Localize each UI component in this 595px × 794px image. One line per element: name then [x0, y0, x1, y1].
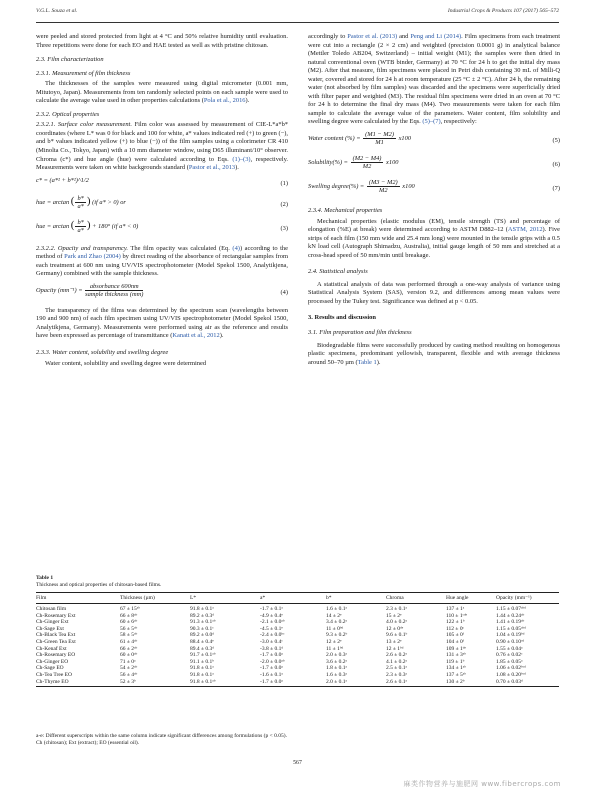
table-row	[36, 672, 559, 679]
equation-4: Opacity (mm⁻¹) = $\frac{\text{absorbance 600nm}}{\text{sample thickness (mm)}}$ (4)	[36, 282, 288, 298]
section-heading-3: 3. Results and discussion	[308, 314, 376, 322]
table-cell: 1.08 ± 0.20ᵇᶜᵈ	[496, 671, 526, 678]
table-cell: 4.1 ± 0.2ᵃ	[386, 658, 408, 665]
equation-3: hue = arctan ( $\frac{b*}{a*}$ ) + 180° (if a* < 0) (3)	[36, 218, 288, 234]
section-heading-2-3: 2.3. Film characterization	[36, 56, 104, 64]
table-header-cell: a*	[260, 593, 326, 604]
paragraph-transparency: The transparency of the films was determined by the spectrum scan (wavelengths between 190 and 900 nm) of each film specimen using UV/VIS spectrophotometer (Model Spekol 1500, Analytikjena, Germany). Measurements were performed using air as the reference and results have been expressed as percentage of transmittance (Kanatt et al., 2012).	[36, 306, 288, 340]
equation-number: (1)	[280, 179, 288, 187]
table-cell: 13 ± 2ᵉ	[386, 638, 402, 645]
table-cell: 89.2 ± 0.3ᵈ	[190, 612, 214, 619]
table-header-cell: L*	[190, 593, 260, 604]
table-header-cell: Opacity (mm⁻¹)	[496, 593, 559, 604]
equation-link[interactable]: (1)–(3)	[232, 155, 251, 163]
subsection-heading-opacity: 2.3.2.2. Opacity and transparency.	[36, 244, 128, 252]
table-cell: -1.7 ± 0.0ᵃ	[260, 652, 283, 659]
table-cell: 60 ± 0ᵃᵇ	[120, 652, 138, 659]
table-cell: 137 ± 1ᵃ	[446, 606, 465, 612]
table-cell: Ch-Black Tea Ext	[36, 632, 76, 639]
table-cell: -1.7 ± 0.0ᵃ	[260, 665, 283, 672]
equation-link[interactable]: (4)	[232, 244, 240, 252]
table-cell: 56 ± 4ᵃᵇ	[120, 671, 138, 678]
table-cell: 2.5 ± 0.1ᵃ	[386, 665, 408, 672]
table-cell: 119 ± 1ᵇ	[446, 658, 465, 665]
table-cell: 91.8 ± 0.1ᵃ	[190, 606, 214, 612]
table-row	[36, 626, 559, 633]
table-cell: -4.9 ± 0.4ᵉ	[260, 612, 283, 619]
table-cell: Chitosan film	[36, 606, 67, 612]
table-cell: -1.6 ± 0.1ᵃ	[260, 671, 283, 678]
table-cell: 112 ± 0ᶜ	[446, 625, 464, 632]
table-cell: -1.7 ± 0.0ᵃ	[260, 679, 326, 687]
table-cell: 52 ± 3ᵇ	[120, 679, 190, 687]
table-cell: 11 ± 0ᵇᵈ	[326, 625, 344, 632]
equation-number: (5)	[552, 137, 560, 145]
equation-link[interactable]: (5)–(7)	[422, 118, 441, 126]
section-heading-2-4: 2.4. Statistical analysis	[308, 268, 368, 276]
table-row	[36, 619, 559, 626]
equation-number: (3)	[280, 224, 288, 232]
table-header-cell: Chroma	[386, 593, 446, 604]
table-cell: Ch-Tea Tree EO	[36, 671, 72, 678]
table-cell: 130 ± 2ᵇ	[446, 679, 496, 687]
section-heading-2-3-2: 2.3.2. Optical properties	[36, 110, 100, 118]
table-cell: 1.41 ± 0.19ᵃᵇ	[496, 619, 525, 626]
table-cell: 1.44 ± 0.24ᵃᵇ	[496, 612, 525, 619]
table-cell: 15 ± 2ᵉ	[386, 612, 402, 619]
table-cell: 122 ± 1ᵇ	[446, 619, 465, 626]
equation-5: Water content (%) = $\frac{(M1 - M2)}{M1}$ x100 (5)	[308, 131, 560, 147]
citation-link[interactable]: Park and Zhao (2004)	[64, 253, 121, 261]
header-rule	[36, 22, 559, 23]
table-cell: 71 ± 0ᵃ	[120, 658, 136, 665]
table-cell: Ch-Kenaf Ext	[36, 645, 67, 652]
table-header-cell: Thickness (µm)	[120, 593, 190, 604]
citation-link[interactable]: Pola et al., 2016	[203, 97, 246, 105]
table-cell: 134 ± 1ᵃᵇ	[446, 665, 466, 672]
paragraph-thickness: The thicknesses of the samples were measured using digital micrometer (0.001 mm, Mitutoyo, Japan). Measurements from ten randomly selected points on each sample were used to calculate the average value used in other properties calculations (Pola et al., 2016).	[36, 80, 288, 105]
table-cell: 1.06 ± 0.02ᵇᶜᵈ	[496, 665, 526, 672]
table-cell: 137 ± 5ᵃᵇ	[446, 671, 466, 678]
header-authors: V.G.L. Souza et al.	[36, 8, 78, 14]
page-number: 567	[293, 760, 302, 766]
table-cell: 91.8 ± 0.1ᵃ	[190, 665, 214, 672]
header-journal: Industrial Crops & Products 107 (2017) 565–572	[447, 8, 559, 14]
citation-link[interactable]: Kanatt et al., 2012	[172, 332, 220, 340]
table-cell: -2.1 ± 0.0ᵃᵇ	[260, 619, 285, 626]
table-cell: 1.15 ± 0.07ᵃᵇᵈ	[496, 606, 526, 612]
table-cell: 105 ± 0ᶠ	[446, 632, 464, 639]
citation-link[interactable]: Pastor et al. (2013)	[347, 33, 398, 40]
data-table	[36, 592, 559, 687]
table-cell: 9.3 ± 0.2ᵇ	[326, 632, 348, 639]
section-heading-3-1: 3.1. Film preparation and film thickness	[308, 329, 412, 337]
table-cell: 91.8 ± 0.1ᵃᵇ	[190, 679, 260, 687]
table-cell: -2.0 ± 0.0ᵃᵇ	[260, 658, 285, 665]
table-cell: 109 ± 1ᵈᵉ	[446, 645, 466, 652]
table-cell: 89.2 ± 0.0ᵈ	[190, 632, 214, 639]
table-row	[36, 679, 559, 687]
table-cell: 0.90 ± 0.10ᶜᵈ	[496, 638, 525, 645]
table-cell: -1.7 ± 0.1ᵃ	[260, 606, 283, 612]
table-cell: 91.8 ± 0.1ᵃ	[190, 671, 214, 678]
equation-2: hue = arctan ( $\frac{b*}{a*}$ ) (if a* > 0) or (2)	[36, 194, 288, 210]
equation-7: Swelling degree(%) = $\frac{(M3 - M2)}{M2}$ x100 (7)	[308, 179, 560, 195]
citation-link[interactable]: Peng and Li (2014)	[410, 33, 462, 40]
table-cell: 58 ± 5ᵃᵇ	[120, 632, 138, 639]
table-cell: 131 ± 3ᵃᵇ	[446, 652, 466, 659]
table-cell: 2.3 ± 0.1ᵃ	[386, 606, 408, 612]
citation-link[interactable]: ASTM, 2012	[507, 226, 543, 234]
table-caption: Table 1	[36, 575, 54, 581]
equation-number: (4)	[280, 288, 288, 296]
paragraph-color: 2.3.2.1. Surface color measurement. Film color was assessed by measurement of CIE-L*a*b* coordinates (where L* was 0 for black and 100 for white, a* values indicated red (+) to green (−), and b* values indicated yellow (+) to blue (−)) of the film samples using a colorimeter CR 410 (Minolta Co., Tokyo, Japan) with a 10 mm diameter window, using D65 illuminant/10° observer. Chroma (c*) and hue angle (hue) were calculated according to Eqs. (1)–(3), respectively. Measurements were taken on white backgrounds standard (Pastor et al., 2013).	[36, 121, 289, 172]
table-cell: 0.70 ± 0.03ᵈ	[496, 679, 559, 687]
table-cell: 110 ± 1ᶜᵈᵉ	[446, 612, 468, 619]
table-cell: 12 ± 2ᵉ	[326, 638, 342, 645]
table-link[interactable]: Table 1	[357, 358, 377, 366]
paragraph-water: Water content, solubility and swelling degree were determined	[45, 359, 207, 367]
table-cell: 1.15 ± 0.05ᵃᵇᵈ	[496, 625, 526, 632]
table-cell: 66 ± 2ᵃᵇ	[120, 645, 138, 652]
section-heading-2-3-3: 2.3.3. Water content, solubility and swelling degree	[36, 349, 169, 357]
table-cell: 3.4 ± 0.2ᵃ	[326, 619, 348, 626]
paragraph-water-continued: accordingly to Pastor et al. (2013) and Peng and Li (2014). Film specimens from each treatment were cut into a rectangle (2 × 2 cm) and weighted (precision 0.0001 g) in analytical balance (Mettler Toledo AB204, Switzerland) – initial weight (M1); the samples were then dried in natural conventional oven (WTB binder, Germany) at 70 °C for 24 h to get the initial dry mass (M2). After that measure, film specimens were placed in Petri dish containing 30 mL of Milli-Q water, covered and stored for 24 h at room temperature (25 °C ± 2 °C). After 24 h, the remaining water (not absorbed by film samples) was discarded and the specimens were superficially dried with filter paper and weighted (M3). The residual film specimens were dried in an oven at 70 °C for 24 h to determine the final dry mass (M4). Two measurements were taken for each film sample to calculate the average value of the parameters. Water content, film solubility and swelling degree were calculated by the Eqs. (5)–(7), respectively:	[308, 33, 560, 126]
footnote-line: Ch (chitosan); Ext (extract); EO (essential oil).	[36, 740, 140, 747]
table-cell: 14 ± 2ᵉ	[326, 612, 342, 619]
table-row	[36, 659, 559, 666]
table-cell: Ch-Rosemary Ext	[36, 612, 76, 619]
table-cell: 11 ± 1ᵇᵈ	[326, 645, 344, 652]
table-row	[36, 652, 559, 659]
table-cell: Ch-Ginger Ext	[36, 619, 69, 626]
table-cell: Ch-Sage EO	[36, 665, 64, 672]
table-cell: Ch-Sage Ext	[36, 625, 64, 632]
equation-1: c* = (a*² + b*²)^1/2 (1)	[36, 176, 288, 187]
table-cell: 91.3 ± 0.1ᵃᵇ	[190, 619, 216, 626]
table-row	[36, 613, 559, 620]
table-cell: -3.8 ± 0.1ᵈ	[260, 645, 284, 652]
subsection-heading-color: 2.3.2.1. Surface color measurement.	[36, 121, 132, 129]
table-cell: 1.6 ± 0.1ᵃ	[326, 606, 348, 612]
table-row	[36, 604, 559, 613]
table-cell: 66 ± 8ᵃᵇ	[120, 612, 138, 619]
table-body	[36, 604, 559, 687]
equation-number: (6)	[552, 161, 560, 169]
table-cell: 9.6 ± 0.1ᵇ	[386, 632, 408, 639]
paragraph-results: Biodegradable films were successfully produced by casting method resulting on homogenous plastic specimens, predominant yellowish, transparent, flexible and with average thickness around 50–70 µm (Table 1).	[308, 341, 560, 366]
table-cell: 88.4 ± 0.4ᵉ	[190, 638, 214, 645]
table-cell: Ch-Thyme EO	[36, 679, 120, 687]
right-column	[308, 33, 560, 367]
table-cell: 0.76 ± 0.02ᶜ	[496, 652, 523, 659]
left-column	[36, 33, 288, 368]
table-row	[36, 665, 559, 672]
table-subcaption: Thickness and optical properties of chitosan-based films.	[36, 582, 162, 588]
table-header-cell: Film	[36, 593, 120, 604]
table-cell: 91.7 ± 0.1ᵃᵇ	[190, 652, 216, 659]
table-cell: 2.0 ± 0.1ᵃ	[326, 679, 386, 687]
equation-6: Solubility(%) = $\frac{(M2 - M4)}{M2}$ x100 (6)	[308, 155, 560, 171]
table-cell: 2.6 ± 0.2ᵃ	[386, 652, 408, 659]
table-1	[36, 575, 559, 687]
table-cell: 2.6 ± 0.1ᵃ	[386, 679, 446, 687]
running-header	[36, 8, 559, 18]
table-cell: 91.1 ± 0.1ᵇ	[190, 658, 214, 665]
table-cell: 1.04 ± 0.19ᵇᵈ	[496, 632, 525, 639]
watermark: 麻类作物营养与施肥网 www.fibercrops.com	[403, 780, 561, 788]
table-cell: 54 ± 2ᵃᵇ	[120, 665, 138, 672]
table-cell: 56 ± 5ᵃᵇ	[120, 625, 138, 632]
table-cell: 4.0 ± 0.2ᵃ	[386, 619, 408, 626]
table-row	[36, 632, 559, 639]
table-cell: 1.6 ± 0.3ᵃ	[326, 671, 348, 678]
paragraph-opacity: 2.3.2.2. Opacity and transparency. The film opacity was calculated (Eq. (4)) according to the method of Park and Zhao (2004) by direct reading of the absorbance of rectangular samples from each treatment at 600 nm using UV/VIS spectrophotometer (Model Spekol 1500, Analytikjena, Germany) combined with the sample thickness.	[36, 244, 289, 278]
citation-link[interactable]: Pastor et al., 2013	[188, 164, 236, 172]
table-cell: -2.4 ± 0.0ᵇᶜ	[260, 632, 285, 639]
table-row	[36, 646, 559, 653]
table-cell: 67 ± 15ᵃᵇ	[120, 606, 140, 612]
table-cell: 1.55 ± 0.04ᵃ	[496, 645, 523, 652]
equation-number: (7)	[552, 185, 560, 193]
table-header-row	[36, 593, 559, 604]
table-cell: Ch-Green Tea Ext	[36, 638, 76, 645]
table-cell: 2.3 ± 0.3ᵃ	[386, 671, 408, 678]
paragraph-intro: were peeled and stored protected from light at 4 °C and 50% relative humidity until evaluation. Three repetitions were done for each EO and HAE tested as well as with pristine chitosan.	[36, 33, 288, 49]
table-cell: -4.5 ± 0.1ᵉ	[260, 625, 283, 632]
table-header-cell: Hue angle	[446, 593, 496, 604]
table-row	[36, 639, 559, 646]
table-cell: -3.0 ± 0.4ᶜ	[260, 638, 283, 645]
paragraph-statistics: A statistical analysis of data was performed through a one-way analysis of variance using Statistical Analysis System (SAS), version 9.2, and differences among mean values were processed by the Tukey test. Significance was defined at p < 0.05.	[308, 280, 560, 305]
table-footnote	[36, 733, 287, 747]
table-cell: 12 ± 1ᵇᵈ	[386, 645, 404, 652]
table-cell: Ch-Rosemary EO	[36, 652, 76, 659]
equation-number: (2)	[280, 200, 288, 208]
table-cell: 12 ± 0ᵈᵉ	[386, 625, 404, 632]
table-cell: 3.6 ± 0.2ᵃ	[326, 658, 348, 665]
table-header-cell: b*	[326, 593, 386, 604]
table-cell: 1.8 ± 0.1ᵃ	[326, 665, 348, 672]
section-heading-2-3-4: 2.3.4. Mechanical properties	[308, 207, 383, 215]
section-heading-2-3-1: 2.3.1. Measurement of film thickness	[36, 69, 131, 77]
table-cell: 1.85 ± 0.05ᵃ	[496, 658, 523, 665]
table-cell: 104 ± 0ᶠ	[446, 638, 464, 645]
table-cell: 60 ± 6ᵃᵇ	[120, 619, 138, 626]
table-cell: 90.3 ± 0.1ᶜ	[190, 625, 214, 632]
table-cell: 89.4 ± 0.3ᵈ	[190, 645, 214, 652]
table-cell: 61 ± 4ᵃᵇ	[120, 638, 138, 645]
paragraph-mechanical: Mechanical properties (elastic modulus (EM), tensile strength (TS) and percentage of elongation (%E) at break) were determined according to ASTM D882–12 (ASTM, 2012). Five strips of each film (150 mm wide and 25.4 mm long) were mounted in the tensile grips with a 0.5 kN load cell (Autograph Shimadzu, Australia), initial gauge length of 50 mm and stretched at a cross-head speed of 50 mm/min until breakage.	[308, 217, 561, 259]
table-cell: Ch-Ginger EO	[36, 658, 69, 665]
footnote-line: a-e: Different superscripts within the same column indicate significant differences among formulations (p < 0.05).	[36, 733, 287, 739]
table-cell: 2.0 ± 0.3ᵃ	[326, 652, 348, 659]
